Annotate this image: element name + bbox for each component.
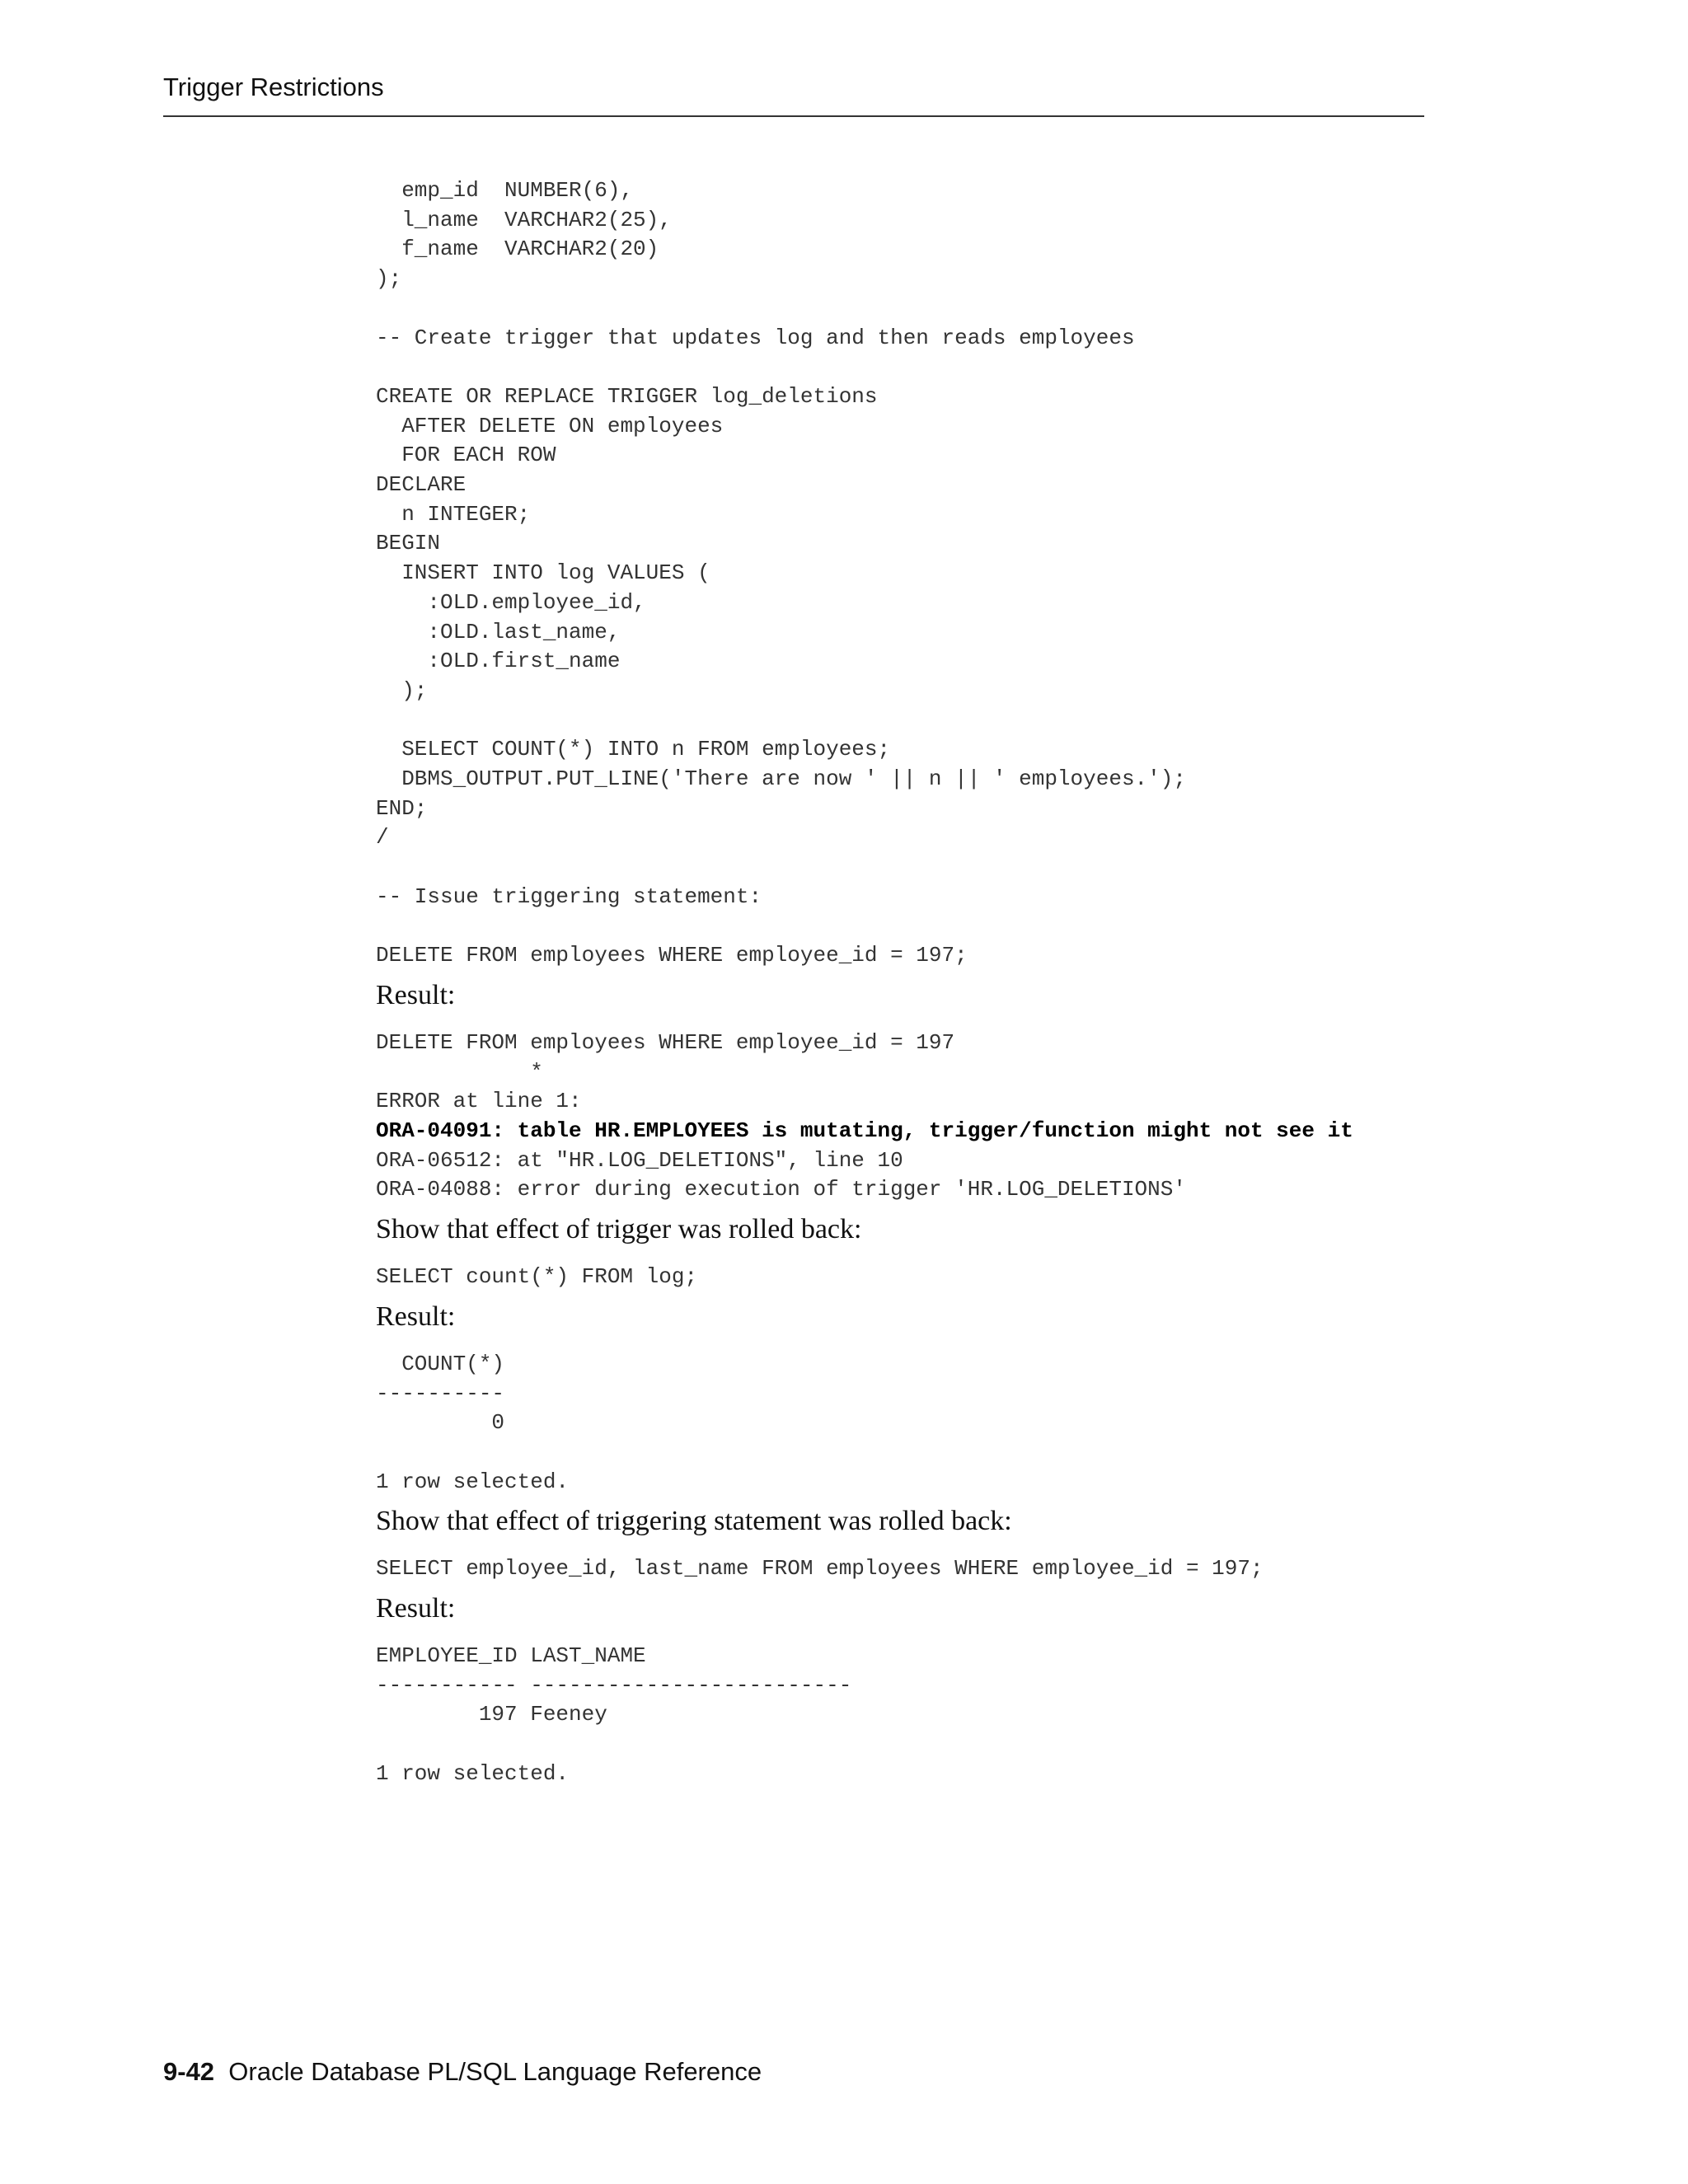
result-label-2: Result: xyxy=(376,1301,456,1332)
code-rows-selected-2: 1 row selected. xyxy=(376,1760,570,1786)
code-employee-result: EMPLOYEE_ID LAST_NAME ----------- ------------------------- 197 Feeney xyxy=(376,1643,852,1727)
paragraph-trigger-rolled-back: Show that effect of trigger was rolled back: xyxy=(376,1214,862,1245)
page-footer xyxy=(163,2057,762,2087)
result-label-3: Result: xyxy=(376,1593,456,1624)
code-log-table-columns: emp_id NUMBER(6), l_name VARCHAR2(25), f_name VARCHAR2(20) ); xyxy=(376,178,672,292)
footer-page-number: 9-42 xyxy=(163,2057,215,2086)
code-create-trigger: CREATE OR REPLACE TRIGGER log_deletions AFTER DELETE ON employees FOR EACH ROW DECLARE n INTEGER; BEGIN INSERT INTO log VALUES ( :OLD.employee_id, :OLD.last_name, :OLD.first_name ); xyxy=(376,383,878,703)
code-select-count-log: SELECT count(*) FROM log; xyxy=(376,1264,698,1290)
code-delete-statement: DELETE FROM employees WHERE employee_id = 197; xyxy=(376,943,968,968)
footer-book-title: Oracle Database PL/SQL Language Reference xyxy=(228,2057,762,2086)
code-select-employee: SELECT employee_id, last_name FROM employees WHERE employee_id = 197; xyxy=(376,1556,1264,1582)
page-content xyxy=(376,176,1662,1789)
header-rule xyxy=(163,115,1424,117)
running-header: Trigger Restrictions xyxy=(163,73,384,101)
code-comment-create-trigger: -- Create trigger that updates log and then reads employees xyxy=(376,325,1135,350)
error-output-head: DELETE FROM employees WHERE employee_id = 197 * ERROR at line 1: xyxy=(376,1029,955,1114)
code-count-result: COUNT(*) ---------- 0 xyxy=(376,1351,505,1436)
code-error-output xyxy=(376,1029,1662,1205)
code-trigger-body-end: SELECT COUNT(*) INTO n FROM employees; DBMS_OUTPUT.PUT_LINE('There are now ' || n || ' employees.'); END; / xyxy=(376,737,1186,851)
code-rows-selected-1: 1 row selected. xyxy=(376,1469,570,1494)
error-output-tail: ORA-06512: at "HR.LOG_DELETIONS", line 10 ORA-04088: error during execution of trigger 'HR.LOG_DELETIONS' xyxy=(376,1147,1186,1202)
error-ora-04091: ORA-04091: table HR.EMPLOYEES is mutating, trigger/function might not see it xyxy=(376,1118,1353,1144)
code-comment-issue-statement: -- Issue triggering statement: xyxy=(376,883,762,909)
paragraph-statement-rolled-back: Show that effect of triggering statement was rolled back: xyxy=(376,1506,1012,1537)
result-label-1: Result: xyxy=(376,979,456,1010)
